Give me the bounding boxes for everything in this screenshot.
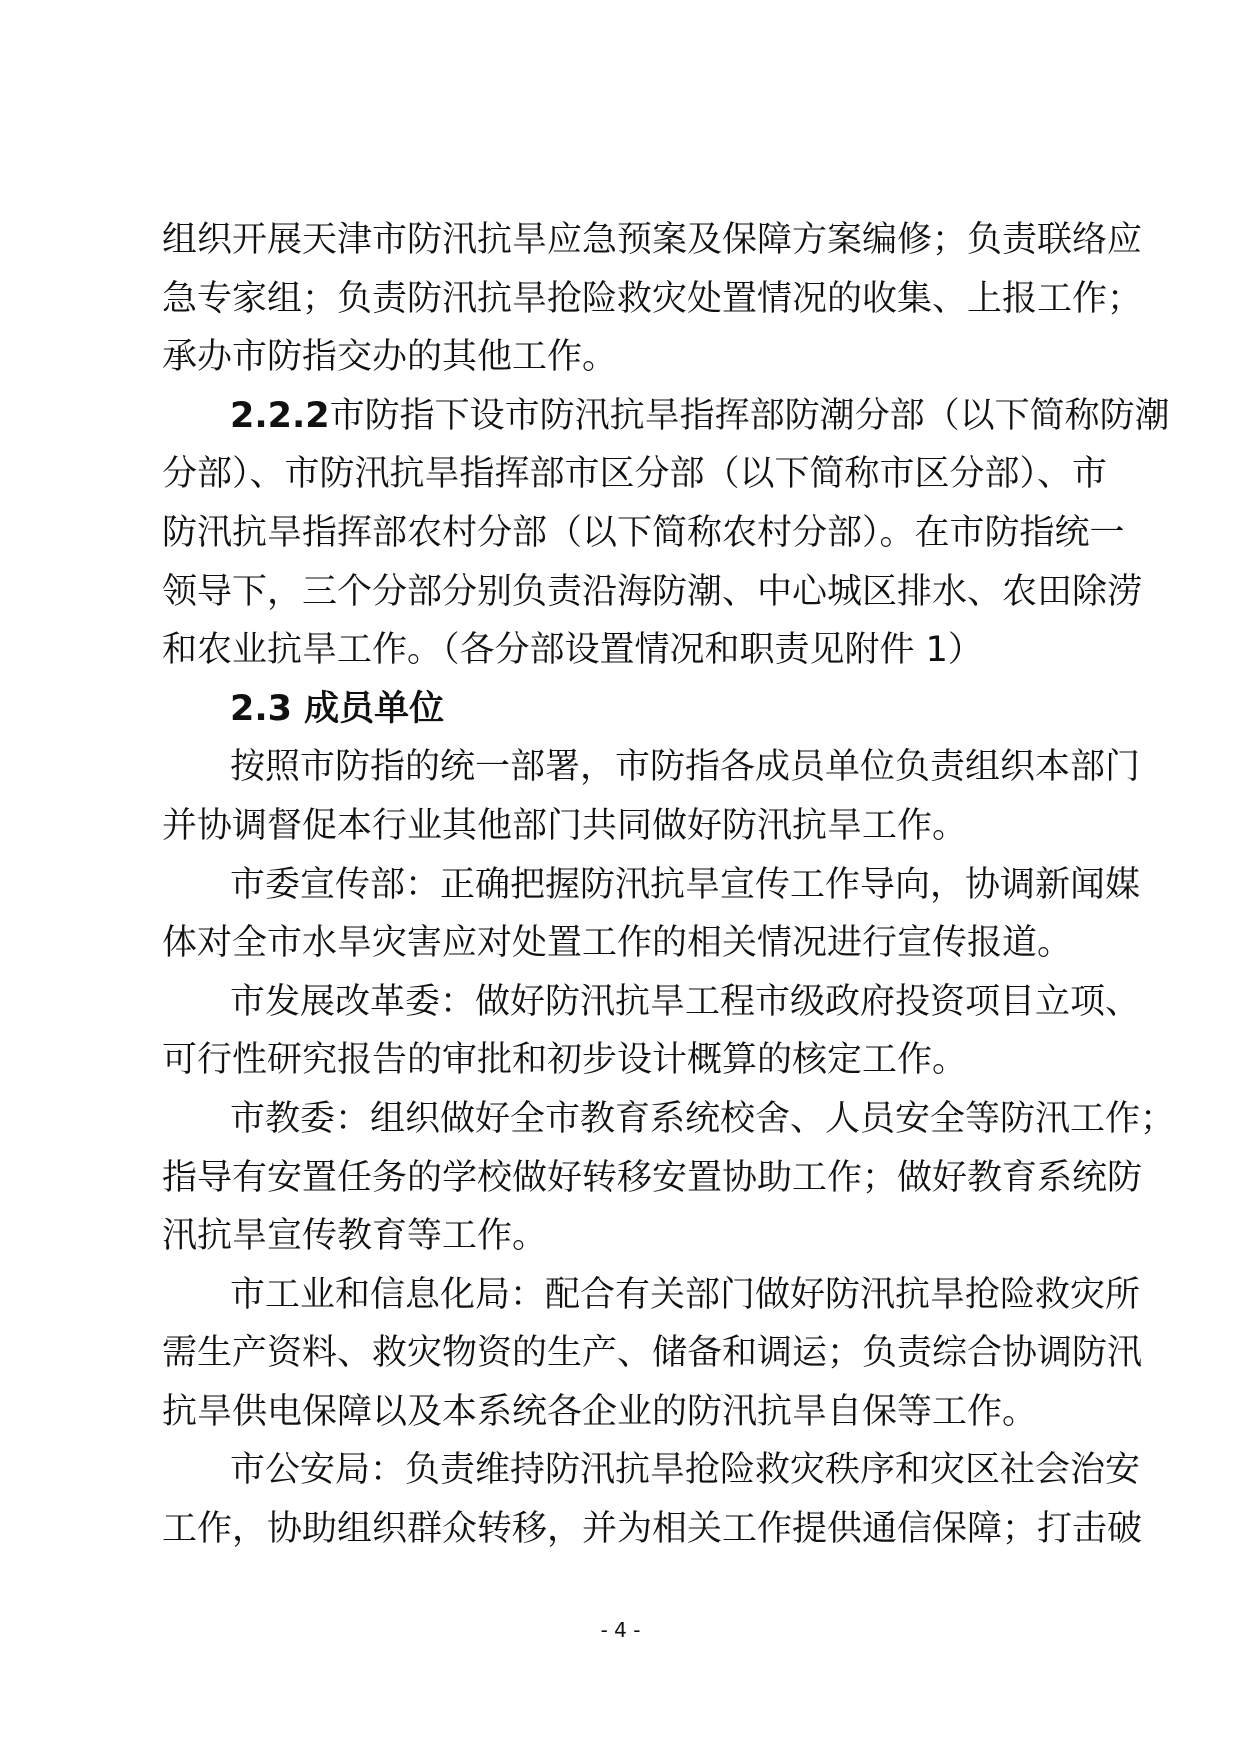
text-line: 领导下，三个分部分别负责沿海防潮、中心城区排水、农田除涝 bbox=[162, 571, 1143, 612]
text-line: 体对全市水旱灾害应对处置工作的相关情况进行宣传报道。 bbox=[162, 923, 1073, 964]
text-line: 按照市防指的统一部署，市防指各成员单位负责组织本部门 bbox=[230, 747, 1141, 788]
text-line: 市公安局：负责维持防汛抗旱抢险救灾秩序和灾区社会治安 bbox=[230, 1450, 1141, 1491]
text-line: 工作，协助组织群众转移，并为相关工作提供通信保障；打击破 bbox=[162, 1509, 1143, 1550]
text-line: 分部）、市防汛抗旱指挥部市区分部（以下简称市区分部）、市 bbox=[162, 454, 1108, 495]
page-number: - 4 - bbox=[600, 1618, 641, 1642]
document-body bbox=[162, 211, 1176, 1559]
text-line: 和农业抗旱工作。（各分部设置情况和职责见附件 1） bbox=[162, 630, 983, 671]
text-line: 指导有安置任务的学校做好转移安置协助工作；做好教育系统防 bbox=[162, 1157, 1143, 1198]
section-number: 2.2.2 bbox=[230, 395, 330, 436]
text-line bbox=[162, 387, 1170, 446]
text-line: 防汛抗旱指挥部农村分部（以下简称农村分部）。在市防指统一 bbox=[162, 512, 1125, 553]
section-heading: 2.3 成员单位 bbox=[230, 688, 445, 729]
text-line: 可行性研究报告的审批和初步设计概算的核定工作。 bbox=[162, 1040, 968, 1081]
text-line: 急专家组；负责防汛抗旱抢险救灾处置情况的收集、上报工作； bbox=[162, 278, 1143, 319]
text-line: 市发展改革委：做好防汛抗旱工程市级政府投资项目立项、 bbox=[230, 981, 1141, 1022]
text-line: 承办市防指交办的其他工作。 bbox=[162, 337, 618, 378]
text-span: 市防指下设市防汛抗旱指挥部防潮分部（以下简称防潮 bbox=[329, 395, 1170, 436]
text-line: 抗旱供电保障以及本系统各企业的防汛抗旱自保等工作。 bbox=[162, 1391, 1038, 1432]
text-line: 市教委：组织做好全市教育系统校舍、人员安全等防汛工作； bbox=[230, 1098, 1176, 1139]
text-line: 市工业和信息化局：配合有关部门做好防汛抗旱抢险救灾所 bbox=[230, 1274, 1141, 1315]
text-line: 汛抗旱宣传教育等工作。 bbox=[162, 1216, 548, 1257]
text-line: 市委宣传部：正确把握防汛抗旱宣传工作导向，协调新闻媒 bbox=[230, 864, 1141, 905]
text-line: 需生产资料、救灾物资的生产、储备和调运；负责综合协调防汛 bbox=[162, 1333, 1143, 1374]
text-line: 组织开展天津市防汛抗旱应急预案及保障方案编修；负责联络应 bbox=[162, 220, 1143, 260]
text-line: 并协调督促本行业其他部门共同做好防汛抗旱工作。 bbox=[162, 805, 968, 846]
